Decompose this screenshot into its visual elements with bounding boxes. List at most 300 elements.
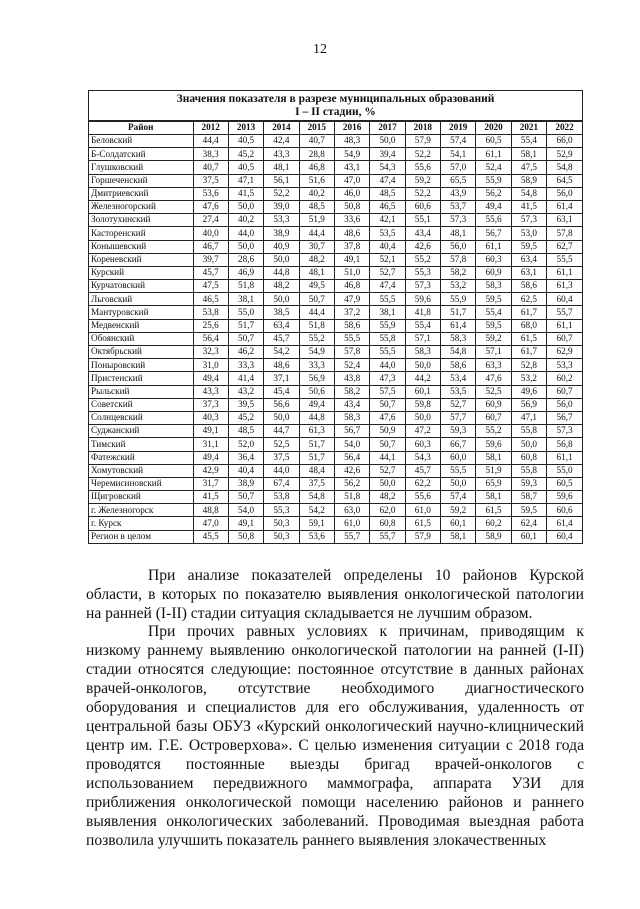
value-cell: 51,8 xyxy=(228,280,263,293)
value-cell: 57,4 xyxy=(441,491,476,504)
value-cell: 55,4 xyxy=(511,135,546,148)
value-cell: 42,9 xyxy=(193,464,228,477)
value-cell: 48,8 xyxy=(193,504,228,517)
value-cell: 47,9 xyxy=(334,293,369,306)
value-cell: 60,2 xyxy=(476,517,511,530)
value-cell: 46,9 xyxy=(228,266,263,279)
value-cell: 55,2 xyxy=(299,332,334,345)
value-cell: 55,6 xyxy=(405,491,440,504)
column-header-year: 2021 xyxy=(511,122,546,135)
value-cell: 67,4 xyxy=(264,477,299,490)
value-cell: 50,3 xyxy=(264,530,299,543)
value-cell: 53,6 xyxy=(193,187,228,200)
value-cell: 49,4 xyxy=(476,200,511,213)
table-row xyxy=(89,214,582,227)
value-cell: 36,4 xyxy=(228,451,263,464)
table-row xyxy=(89,253,582,266)
value-cell: 57,0 xyxy=(441,161,476,174)
value-cell: 63,3 xyxy=(476,359,511,372)
value-cell: 53,6 xyxy=(299,530,334,543)
table-title xyxy=(89,91,582,121)
value-cell: 31,7 xyxy=(193,477,228,490)
value-cell: 61,1 xyxy=(547,451,582,464)
value-cell: 56,6 xyxy=(264,398,299,411)
value-cell: 61,7 xyxy=(511,346,546,359)
value-cell: 53,3 xyxy=(547,359,582,372)
district-name-cell: Щигровский xyxy=(89,491,193,504)
value-cell: 60,1 xyxy=(405,385,440,398)
value-cell: 45,2 xyxy=(228,411,263,424)
value-cell: 55,6 xyxy=(405,161,440,174)
value-cell: 55,8 xyxy=(511,464,546,477)
table-row xyxy=(89,280,582,293)
value-cell: 63,1 xyxy=(547,214,582,227)
value-cell: 41,5 xyxy=(511,200,546,213)
value-cell: 50,0 xyxy=(511,438,546,451)
value-cell: 42,6 xyxy=(405,240,440,253)
value-cell: 40,7 xyxy=(299,135,334,148)
value-cell: 51,7 xyxy=(299,451,334,464)
value-cell: 58,1 xyxy=(476,451,511,464)
table-row xyxy=(89,491,582,504)
value-cell: 50,7 xyxy=(228,491,263,504)
value-cell: 33,3 xyxy=(228,359,263,372)
column-header-year: 2014 xyxy=(264,122,299,135)
district-name-cell: Суджанский xyxy=(89,425,193,438)
value-cell: 58,6 xyxy=(334,319,369,332)
value-cell: 58,7 xyxy=(511,491,546,504)
value-cell: 55,7 xyxy=(547,306,582,319)
value-cell: 54,9 xyxy=(299,346,334,359)
value-cell: 60,3 xyxy=(476,253,511,266)
value-cell: 55,3 xyxy=(264,504,299,517)
value-cell: 56,0 xyxy=(547,398,582,411)
value-cell: 64,5 xyxy=(547,174,582,187)
value-cell: 43,3 xyxy=(264,148,299,161)
value-cell: 51,0 xyxy=(334,266,369,279)
value-cell: 60,4 xyxy=(547,293,582,306)
value-cell: 38,9 xyxy=(264,227,299,240)
value-cell: 61,0 xyxy=(405,504,440,517)
table-row xyxy=(89,477,582,490)
value-cell: 44,7 xyxy=(264,425,299,438)
value-cell: 53,0 xyxy=(511,227,546,240)
district-name-cell: Хомутовский xyxy=(89,464,193,477)
value-cell: 54,0 xyxy=(334,438,369,451)
value-cell: 55,5 xyxy=(370,293,405,306)
value-cell: 57,3 xyxy=(547,425,582,438)
district-name-cell: Обоянский xyxy=(89,332,193,345)
value-cell: 42,4 xyxy=(264,135,299,148)
value-cell: 49,4 xyxy=(299,398,334,411)
value-cell: 61,4 xyxy=(547,517,582,530)
value-cell: 55,5 xyxy=(441,464,476,477)
value-cell: 40,4 xyxy=(370,240,405,253)
table-row xyxy=(89,240,582,253)
value-cell: 54,1 xyxy=(441,148,476,161)
district-name-cell: Касторенский xyxy=(89,227,193,240)
value-cell: 50,0 xyxy=(228,240,263,253)
value-cell: 52,9 xyxy=(547,148,582,161)
table-row xyxy=(89,148,582,161)
table-row xyxy=(89,332,582,345)
value-cell: 55,9 xyxy=(441,293,476,306)
district-name-cell: Мантуровский xyxy=(89,306,193,319)
value-cell: 53,3 xyxy=(264,214,299,227)
value-cell: 59,5 xyxy=(476,293,511,306)
column-header-district: Район xyxy=(89,122,193,135)
value-cell: 62,4 xyxy=(511,517,546,530)
district-name-cell: Железногорский xyxy=(89,200,193,213)
value-cell: 52,1 xyxy=(370,253,405,266)
column-header-year: 2020 xyxy=(476,122,511,135)
value-cell: 42,6 xyxy=(334,464,369,477)
value-cell: 28,6 xyxy=(228,253,263,266)
value-cell: 38,1 xyxy=(370,306,405,319)
value-cell: 56,4 xyxy=(334,451,369,464)
value-cell: 39,5 xyxy=(228,398,263,411)
value-cell: 60,6 xyxy=(547,504,582,517)
page-number: 12 xyxy=(313,42,327,57)
value-cell: 56,2 xyxy=(334,477,369,490)
value-cell: 61,5 xyxy=(511,332,546,345)
value-cell: 55,7 xyxy=(370,530,405,543)
value-cell: 42,1 xyxy=(370,214,405,227)
value-cell: 48,5 xyxy=(228,425,263,438)
table-row xyxy=(89,504,582,517)
value-cell: 55,7 xyxy=(334,530,369,543)
value-cell: 46,8 xyxy=(299,161,334,174)
value-cell: 55,3 xyxy=(405,266,440,279)
value-cell: 40,4 xyxy=(228,464,263,477)
value-cell: 44,2 xyxy=(405,372,440,385)
value-cell: 48,6 xyxy=(264,359,299,372)
table-row xyxy=(89,372,582,385)
value-cell: 59,2 xyxy=(441,504,476,517)
table-row xyxy=(89,161,582,174)
value-cell: 47,2 xyxy=(405,425,440,438)
value-cell: 52,5 xyxy=(264,438,299,451)
value-cell: 37,2 xyxy=(334,306,369,319)
value-cell: 51,9 xyxy=(476,464,511,477)
value-cell: 45,7 xyxy=(405,464,440,477)
value-cell: 58,6 xyxy=(511,280,546,293)
value-cell: 49,5 xyxy=(299,280,334,293)
value-cell: 54,2 xyxy=(299,504,334,517)
value-cell: 48,3 xyxy=(334,135,369,148)
table-row xyxy=(89,187,582,200)
district-name-cell: Черемисиновский xyxy=(89,477,193,490)
value-cell: 60,9 xyxy=(476,266,511,279)
value-cell: 53,5 xyxy=(370,227,405,240)
value-cell: 52,2 xyxy=(405,187,440,200)
value-cell: 41,4 xyxy=(228,372,263,385)
value-cell: 53,2 xyxy=(511,372,546,385)
value-cell: 61,0 xyxy=(334,517,369,530)
value-cell: 39,4 xyxy=(370,148,405,161)
value-cell: 57,3 xyxy=(405,280,440,293)
value-cell: 51,9 xyxy=(299,214,334,227)
value-cell: 39,7 xyxy=(193,253,228,266)
table-header-row xyxy=(89,122,582,135)
value-cell: 52,4 xyxy=(476,161,511,174)
value-cell: 58,2 xyxy=(441,266,476,279)
value-cell: 61,1 xyxy=(547,319,582,332)
value-cell: 58,3 xyxy=(405,346,440,359)
value-cell: 58,3 xyxy=(476,280,511,293)
value-cell: 52,2 xyxy=(405,148,440,161)
value-cell: 61,7 xyxy=(511,306,546,319)
value-cell: 57,7 xyxy=(441,411,476,424)
value-cell: 61,3 xyxy=(547,280,582,293)
value-cell: 58,1 xyxy=(441,530,476,543)
value-cell: 57,4 xyxy=(441,135,476,148)
value-cell: 37,5 xyxy=(264,451,299,464)
value-cell: 46,2 xyxy=(228,346,263,359)
value-cell: 55,5 xyxy=(547,253,582,266)
value-cell: 49,1 xyxy=(228,517,263,530)
value-cell: 63,4 xyxy=(511,253,546,266)
value-cell: 56,9 xyxy=(299,372,334,385)
value-cell: 52,8 xyxy=(511,359,546,372)
value-cell: 57,8 xyxy=(441,253,476,266)
data-table-container xyxy=(88,90,583,544)
value-cell: 50,0 xyxy=(264,253,299,266)
district-name-cell: Фатежский xyxy=(89,451,193,464)
value-cell: 52,0 xyxy=(228,438,263,451)
value-cell: 25,6 xyxy=(193,319,228,332)
value-cell: 52,7 xyxy=(441,398,476,411)
value-cell: 50,0 xyxy=(370,135,405,148)
district-name-cell: г. Железногорск xyxy=(89,504,193,517)
value-cell: 60,5 xyxy=(547,477,582,490)
value-cell: 47,6 xyxy=(370,411,405,424)
table-row xyxy=(89,411,582,424)
value-cell: 43,4 xyxy=(405,227,440,240)
value-cell: 53,7 xyxy=(441,200,476,213)
value-cell: 51,8 xyxy=(299,319,334,332)
value-cell: 52,5 xyxy=(476,385,511,398)
value-cell: 38,5 xyxy=(264,306,299,319)
value-cell: 60,3 xyxy=(405,438,440,451)
value-cell: 53,4 xyxy=(441,372,476,385)
value-cell: 48,2 xyxy=(299,253,334,266)
value-cell: 59,5 xyxy=(476,319,511,332)
value-cell: 55,9 xyxy=(370,319,405,332)
table-row xyxy=(89,319,582,332)
value-cell: 37,1 xyxy=(264,372,299,385)
value-cell: 50,7 xyxy=(370,438,405,451)
value-cell: 57,5 xyxy=(370,385,405,398)
value-cell: 59,6 xyxy=(405,293,440,306)
value-cell: 51,6 xyxy=(299,174,334,187)
value-cell: 27,4 xyxy=(193,214,228,227)
district-name-cell: Советский xyxy=(89,398,193,411)
value-cell: 54,8 xyxy=(547,161,582,174)
value-cell: 56,8 xyxy=(547,438,582,451)
value-cell: 50,0 xyxy=(441,477,476,490)
value-cell: 47,0 xyxy=(193,517,228,530)
value-cell: 41,5 xyxy=(193,491,228,504)
value-cell: 50,0 xyxy=(264,293,299,306)
value-cell: 53,8 xyxy=(264,491,299,504)
value-cell: 58,2 xyxy=(334,385,369,398)
value-cell: 55,9 xyxy=(476,174,511,187)
value-cell: 63,0 xyxy=(334,504,369,517)
district-name-cell: Пристенский xyxy=(89,372,193,385)
value-cell: 55,5 xyxy=(334,332,369,345)
value-cell: 28,8 xyxy=(299,148,334,161)
value-cell: 48,5 xyxy=(299,200,334,213)
value-cell: 44,4 xyxy=(193,135,228,148)
district-name-cell: Беловский xyxy=(89,135,193,148)
table-row xyxy=(89,451,582,464)
column-header-year: 2013 xyxy=(228,122,263,135)
district-name-cell: Б-Солдатский xyxy=(89,148,193,161)
value-cell: 53,8 xyxy=(193,306,228,319)
value-cell: 62,5 xyxy=(511,293,546,306)
value-cell: 57,9 xyxy=(405,530,440,543)
table-row xyxy=(89,398,582,411)
value-cell: 62,2 xyxy=(405,477,440,490)
value-cell: 40,5 xyxy=(228,161,263,174)
value-cell: 66,0 xyxy=(547,135,582,148)
value-cell: 61,1 xyxy=(547,266,582,279)
value-cell: 56,0 xyxy=(441,240,476,253)
value-cell: 33,3 xyxy=(299,359,334,372)
column-header-year: 2019 xyxy=(441,122,476,135)
column-header-year: 2012 xyxy=(193,122,228,135)
value-cell: 48,1 xyxy=(441,227,476,240)
value-cell: 58,6 xyxy=(441,359,476,372)
district-name-cell: Горшеченский xyxy=(89,174,193,187)
value-cell: 61,5 xyxy=(476,504,511,517)
table-row xyxy=(89,425,582,438)
value-cell: 58,9 xyxy=(511,174,546,187)
value-cell: 51,7 xyxy=(299,438,334,451)
value-cell: 47,6 xyxy=(476,372,511,385)
value-cell: 53,5 xyxy=(441,385,476,398)
table-row xyxy=(89,135,582,148)
value-cell: 50,9 xyxy=(370,425,405,438)
value-cell: 58,1 xyxy=(476,491,511,504)
table-row xyxy=(89,293,582,306)
value-cell: 52,7 xyxy=(370,266,405,279)
value-cell: 50,7 xyxy=(370,398,405,411)
value-cell: 47,1 xyxy=(511,411,546,424)
value-cell: 33,6 xyxy=(334,214,369,227)
value-cell: 65,5 xyxy=(441,174,476,187)
value-cell: 57,1 xyxy=(476,346,511,359)
value-cell: 43,9 xyxy=(441,187,476,200)
table-row xyxy=(89,346,582,359)
value-cell: 55,2 xyxy=(405,253,440,266)
value-cell: 44,8 xyxy=(299,411,334,424)
paragraph-1: При анализе показателей определены 10 районов Курской области, в которых по показателю выявления онкологической патологии на ранней (I-II) стадии ситуация складывается не лучшим образом. xyxy=(86,567,584,622)
value-cell: 54,8 xyxy=(299,491,334,504)
value-cell: 63,4 xyxy=(264,319,299,332)
column-header-year: 2016 xyxy=(334,122,369,135)
value-cell: 56,1 xyxy=(264,174,299,187)
value-cell: 44,8 xyxy=(264,266,299,279)
value-cell: 61,5 xyxy=(405,517,440,530)
value-cell: 38,9 xyxy=(228,477,263,490)
value-cell: 48,1 xyxy=(299,266,334,279)
value-cell: 56,0 xyxy=(547,187,582,200)
value-cell: 40,2 xyxy=(228,214,263,227)
value-cell: 47,1 xyxy=(228,174,263,187)
value-cell: 44,0 xyxy=(370,359,405,372)
value-cell: 40,2 xyxy=(299,187,334,200)
value-cell: 40,3 xyxy=(193,411,228,424)
table-row xyxy=(89,266,582,279)
value-cell: 40,7 xyxy=(193,161,228,174)
value-cell: 43,8 xyxy=(334,372,369,385)
district-name-cell: Дмитриевский xyxy=(89,187,193,200)
value-cell: 50,8 xyxy=(334,200,369,213)
value-cell: 50,0 xyxy=(405,359,440,372)
value-cell: 32,3 xyxy=(193,346,228,359)
value-cell: 53,2 xyxy=(441,280,476,293)
value-cell: 55,4 xyxy=(476,306,511,319)
value-cell: 55,8 xyxy=(370,332,405,345)
value-cell: 46,8 xyxy=(334,280,369,293)
value-cell: 59,6 xyxy=(547,491,582,504)
value-cell: 55,2 xyxy=(476,425,511,438)
district-name-cell: Глушковский xyxy=(89,161,193,174)
value-cell: 49,1 xyxy=(193,425,228,438)
value-cell: 62,0 xyxy=(370,504,405,517)
value-cell: 65,9 xyxy=(476,477,511,490)
value-cell: 57,3 xyxy=(511,214,546,227)
value-cell: 59,2 xyxy=(476,332,511,345)
table-row xyxy=(89,359,582,372)
value-cell: 50,6 xyxy=(299,385,334,398)
value-cell: 52,7 xyxy=(370,464,405,477)
value-cell: 49,6 xyxy=(511,385,546,398)
value-cell: 45,2 xyxy=(228,148,263,161)
value-cell: 68,0 xyxy=(511,319,546,332)
district-name-cell: Курчатовский xyxy=(89,280,193,293)
column-header-year: 2017 xyxy=(370,122,405,135)
value-cell: 56,7 xyxy=(476,227,511,240)
value-cell: 47,3 xyxy=(370,372,405,385)
district-name-cell: Октябрьский xyxy=(89,346,193,359)
value-cell: 59,3 xyxy=(441,425,476,438)
value-cell: 49,1 xyxy=(334,253,369,266)
value-cell: 52,4 xyxy=(334,359,369,372)
district-name-cell: Солнцевский xyxy=(89,411,193,424)
value-cell: 56,7 xyxy=(334,425,369,438)
value-cell: 49,4 xyxy=(193,451,228,464)
value-cell: 37,3 xyxy=(193,398,228,411)
value-cell: 62,9 xyxy=(547,346,582,359)
value-cell: 43,1 xyxy=(334,161,369,174)
value-cell: 55,0 xyxy=(547,464,582,477)
value-cell: 43,2 xyxy=(228,385,263,398)
value-cell: 55,5 xyxy=(370,346,405,359)
district-name-cell: Поныровский xyxy=(89,359,193,372)
value-cell: 47,5 xyxy=(193,280,228,293)
district-name-cell: г. Курск xyxy=(89,517,193,530)
value-cell: 46,5 xyxy=(370,200,405,213)
value-cell: 40,9 xyxy=(264,240,299,253)
value-cell: 48,1 xyxy=(264,161,299,174)
district-name-cell: Регион в целом xyxy=(89,530,193,543)
value-cell: 62,7 xyxy=(547,240,582,253)
value-cell: 31,0 xyxy=(193,359,228,372)
column-header-year: 2018 xyxy=(405,122,440,135)
